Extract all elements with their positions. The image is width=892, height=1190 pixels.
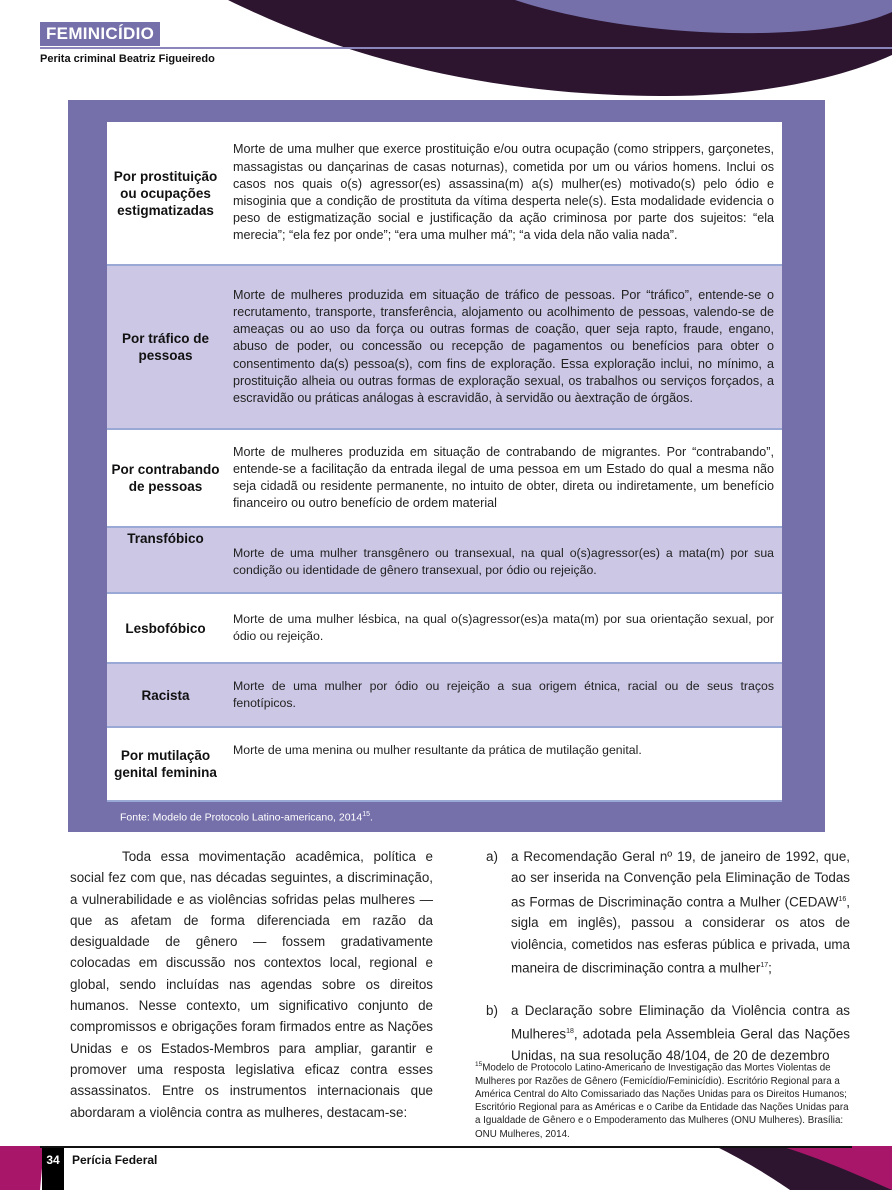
footnote-ref[interactable]: 17 <box>760 961 769 969</box>
footnote-ref[interactable]: 16 <box>838 895 847 903</box>
row-category: Por contrabando de pessoas <box>111 462 220 494</box>
row-description: Morte de uma mulher lésbica, na qual o(s)agressor(es)a mata(m) por sua orientação sexual, por ódio ou rejeição. <box>233 611 774 643</box>
header-rule <box>40 47 892 49</box>
body-right-column <box>486 846 850 1066</box>
list-item: b) a Declaração sobre Eliminação da Violência contra as Mulheres$^{18}$, adotada pela Assembleia Geral das Nações Unidas, na sua resolução 48/104, de 20 de dezembro <box>486 1000 850 1066</box>
list-marker: a) <box>486 849 498 864</box>
body-paragraph: Toda essa movimentação acadêmica, política e social fez com que, nas décadas seguintes, a discriminação, a vulnerabilidade e as violências sofridas pelas mulheres — que as afetam de forma diferenciada em razão da desigualdade de gênero — fossem gradativamente colocadas em discussão nos contextos local, regional e global, sendo incluídas nas agendas sobre os direitos humanos. Nesse contexto, um significativo conjunto de compromissos e obrigações foram firmados entre as Nações Unidas e os Estados-Membros para ampliar, garantir e promover uma resposta legislativa eficaz contra esses assassinatos. Entre os instrumentos internacionais que abordaram a violência contra as mulheres, destacam-se: <box>70 849 433 1120</box>
page-number: 34 <box>42 1148 64 1190</box>
row-category: Racista <box>141 687 190 703</box>
table-row <box>107 594 782 664</box>
footnote-ref[interactable]: 18 <box>566 1028 574 1036</box>
footer-rule <box>40 1146 852 1148</box>
author-byline: Perita criminal Beatriz Figueiredo <box>40 53 215 65</box>
row-category: Por mutilação genital feminina <box>114 748 217 780</box>
row-description: Morte de uma mulher transgênero ou transexual, na qual o(s)agressor(es) a mata(m) por sua condição ou identidade de gênero transexual, por ódio ou rejeição. <box>233 545 774 577</box>
table-row <box>107 664 782 728</box>
feminicide-types-table-box <box>68 100 825 832</box>
table-source: Fonte: Modelo de Protocolo Latino-americano, 2014$^{15}$. <box>120 811 373 824</box>
list-marker: b) <box>486 1002 498 1018</box>
row-category: Transfóbico <box>127 531 204 546</box>
table-row <box>107 528 782 594</box>
row-description: Morte de mulheres produzida em situação de tráfico de pessoas. Por “tráfico”, entende-se o recrutamento, transporte, transferência, alojamento ou acolhimento de pessoas, valendo-se de ameaças ou ao uso da força ou outras formas de coação, quer seja rapto, fraude, engano, abuso de poder, ou concessão ou recepção de pagamentos ou benefícios para obter o consentimento da(s) pessoa(s), com fins de exploração. Essa exploração inclui, no mínimo, a prostituição alheia ou outras formas de exploração sexual, os trabalhos ou serviços forçados, a escravidão ou práticas análogas à escravidão, à servidão ou àextração de órgãos. <box>233 287 774 405</box>
table-row <box>107 122 782 266</box>
footnote-ref[interactable]: 15 <box>362 811 371 818</box>
section-tag: FEMINICÍDIO <box>40 22 160 46</box>
row-category: Lesbofóbico <box>125 620 206 636</box>
header-wave-decoration <box>0 0 892 100</box>
table-row <box>107 266 782 430</box>
row-description: Morte de uma mulher que exerce prostituição e/ou outra ocupação (como strippers, garçonetes, massagistas ou dançarinas de casas noturnas), cometida por um ou vários homens. Inclui os casos nos quais o(s) agressor(es) assassina(m) a(s) mulher(es) motivado(s) pelo ódio e misoginia que a condição de prostituta da vítima desperta nele(s). Esta modalidade evidencia o peso de estigmatização social e justificação da ação criminosa por parte dos sujeitos: “ela merecia”; “ela fez por onde”; “era uma mulher má”; “a vida dela não valia nada”. <box>233 142 774 243</box>
magazine-title: Perícia Federal <box>72 1153 158 1167</box>
row-category: Por tráfico de pessoas <box>121 331 210 363</box>
footnote: $^{15}$Modelo de Protocolo Latino-Americano de Investigação das Mortes Violentas de Mulheres por Razões de Gênero (Femicídio/Feminicídio). Escritório Regional para a América Central do Alto Comissariado das Nações Unidas para os Direitos Humanos; Escritório Regional para as Américas e o Caribe da Entidade das Nações Unidas para a Igualdade de Gênero e o Empoderamento das Mulheres (ONU Mulheres). Brasília: ONU Mulheres, 2014. <box>475 1061 849 1140</box>
table-row <box>107 728 782 802</box>
feminicide-types-table <box>107 122 782 802</box>
list-item: a) a Recomendação Geral nº 19, de janeiro de 1992, que, ao ser inserida na Convenção pela Eliminação de Todas as Formas de Discriminação contra a Mulher (CEDAW$^{16}$, sigla em inglês), passou a considerar os atos de violência, cometidos nas esferas pública e privada, uma maneira de discriminação contra a mulher$^{17}$; <box>486 846 850 979</box>
row-description: Morte de uma mulher por ódio ou rejeição a sua origem étnica, racial ou de seus traços fenotípicos. <box>233 678 774 710</box>
row-category: Por prostituição ou ocupações estigmatizadas <box>113 168 218 218</box>
footnote-number: 15 <box>475 1061 483 1068</box>
row-description: Morte de uma menina ou mulher resultante da prática de mutilação genital. <box>233 743 642 757</box>
table-row <box>107 430 782 528</box>
row-description: Morte de mulheres produzida em situação de contrabando de migrantes. Por “contrabando”, entende-se a facilitação da entrada ilegal de uma pessoa em um Estado do qual a mesma não seja cidadã ou residente permanente, no intuito de obter, direta ou indiretamente, um benefício financeiro ou outro benefício de ordem material <box>233 444 774 511</box>
body-left-column <box>70 846 433 1123</box>
